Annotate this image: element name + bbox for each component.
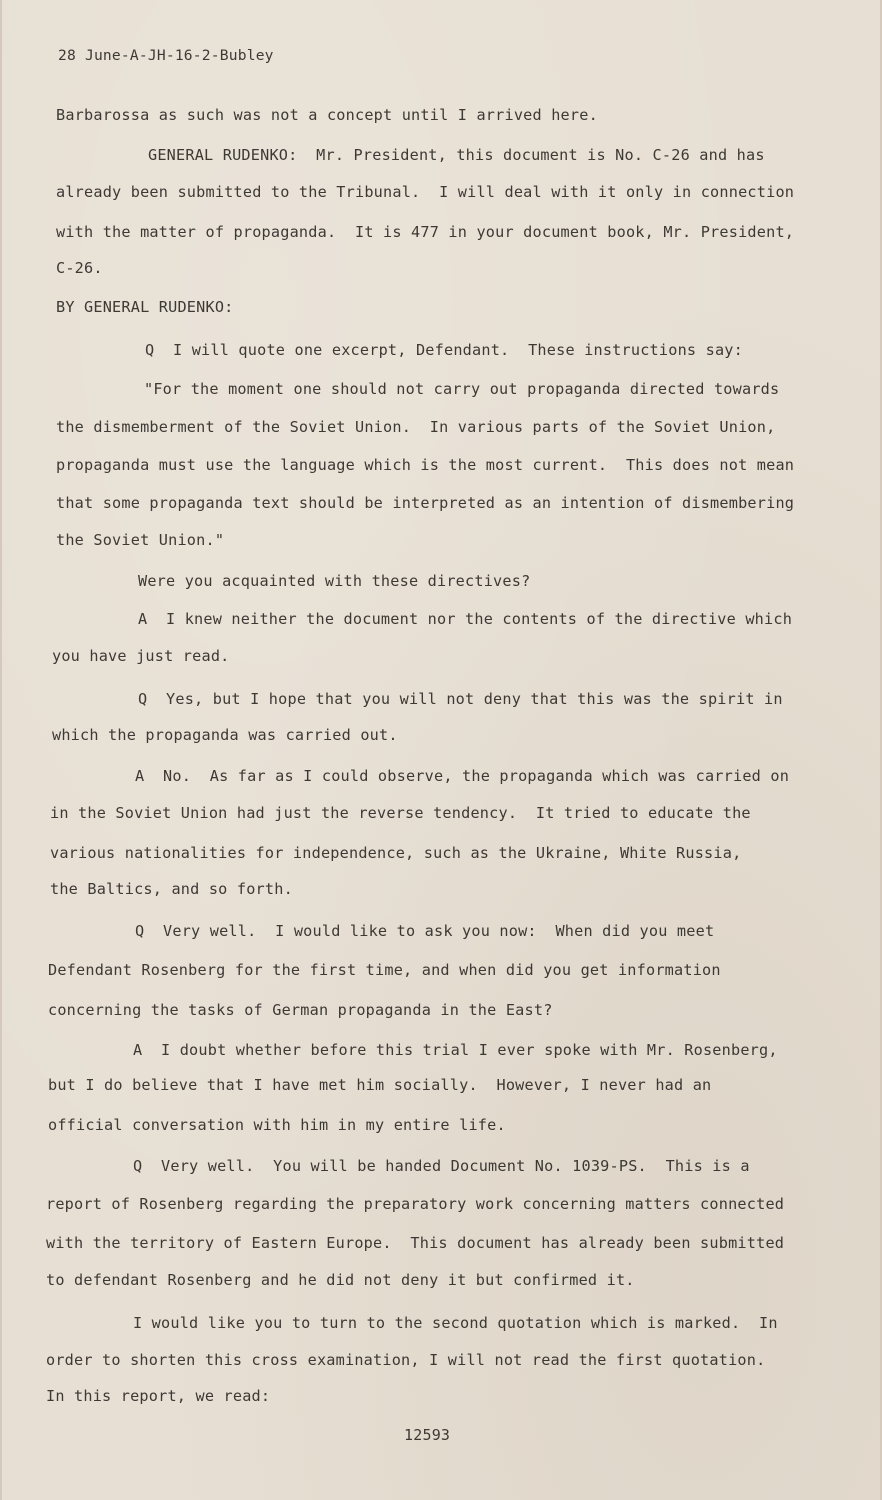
page-header: 28 June-A-JH-16-2-Bubley xyxy=(58,47,274,64)
text-line: which the propaganda was carried out. xyxy=(52,726,398,744)
text-line: Defendant Rosenberg for the first time, and when did you get information xyxy=(48,961,721,979)
text-line: In this report, we read: xyxy=(46,1387,271,1405)
text-line: order to shorten this cross examination, I will not read the first quotation. xyxy=(46,1351,766,1369)
text-line: I would like you to turn to the second quotation which is marked. In xyxy=(133,1314,778,1332)
text-line: the Baltics, and so forth. xyxy=(50,880,293,898)
text-line: already been submitted to the Tribunal. I will deal with it only in connection xyxy=(56,183,795,201)
text-line: in the Soviet Union had just the reverse tendency. It tried to educate the xyxy=(50,804,751,822)
text-line: the Soviet Union." xyxy=(56,531,225,549)
text-line: official conversation with him in my entire life. xyxy=(48,1116,506,1134)
text-line: Barbarossa as such was not a concept until I arrived here. xyxy=(56,106,598,124)
page-number: 12593 xyxy=(404,1426,451,1444)
text-line: A No. As far as I could observe, the propaganda which was carried on xyxy=(135,767,790,785)
text-line: "For the moment one should not carry out propaganda directed towards xyxy=(144,380,780,398)
text-line: Q Very well. You will be handed Document No. 1039-PS. This is a xyxy=(133,1157,750,1175)
text-line: Were you acquainted with these directives? xyxy=(138,572,531,590)
text-line: with the territory of Eastern Europe. This document has already been submitted xyxy=(46,1234,785,1252)
text-line: that some propaganda text should be interpreted as an intention of dismembering xyxy=(56,494,795,512)
text-line: to defendant Rosenberg and he did not deny it but confirmed it. xyxy=(46,1271,635,1289)
text-line: concerning the tasks of German propaganda in the East? xyxy=(48,1001,553,1019)
text-line: A I knew neither the document nor the contents of the directive which xyxy=(138,610,793,628)
text-line: but I do believe that I have met him socially. However, I never had an xyxy=(48,1076,712,1094)
text-line: A I doubt whether before this trial I ever spoke with Mr. Rosenberg, xyxy=(133,1041,778,1059)
text-line: with the matter of propaganda. It is 477 in your document book, Mr. President, xyxy=(56,223,795,241)
text-line: report of Rosenberg regarding the preparatory work concerning matters connected xyxy=(46,1195,785,1213)
text-line: Q I will quote one excerpt, Defendant. These instructions say: xyxy=(145,341,743,359)
text-line: you have just read. xyxy=(52,647,230,665)
text-line: BY GENERAL RUDENKO: xyxy=(56,298,234,316)
text-line: Q Very well. I would like to ask you now: When did you meet xyxy=(135,922,715,940)
text-line: Q Yes, but I hope that you will not deny that this was the spirit in xyxy=(138,690,783,708)
text-line: propaganda must use the language which is the most current. This does not mean xyxy=(56,456,795,474)
text-line: GENERAL RUDENKO: Mr. President, this document is No. C-26 and has xyxy=(148,146,765,164)
text-line: the dismemberment of the Soviet Union. In various parts of the Soviet Union, xyxy=(56,418,776,436)
text-line: various nationalities for independence, such as the Ukraine, White Russia, xyxy=(50,844,742,862)
text-line: C-26. xyxy=(56,259,103,277)
